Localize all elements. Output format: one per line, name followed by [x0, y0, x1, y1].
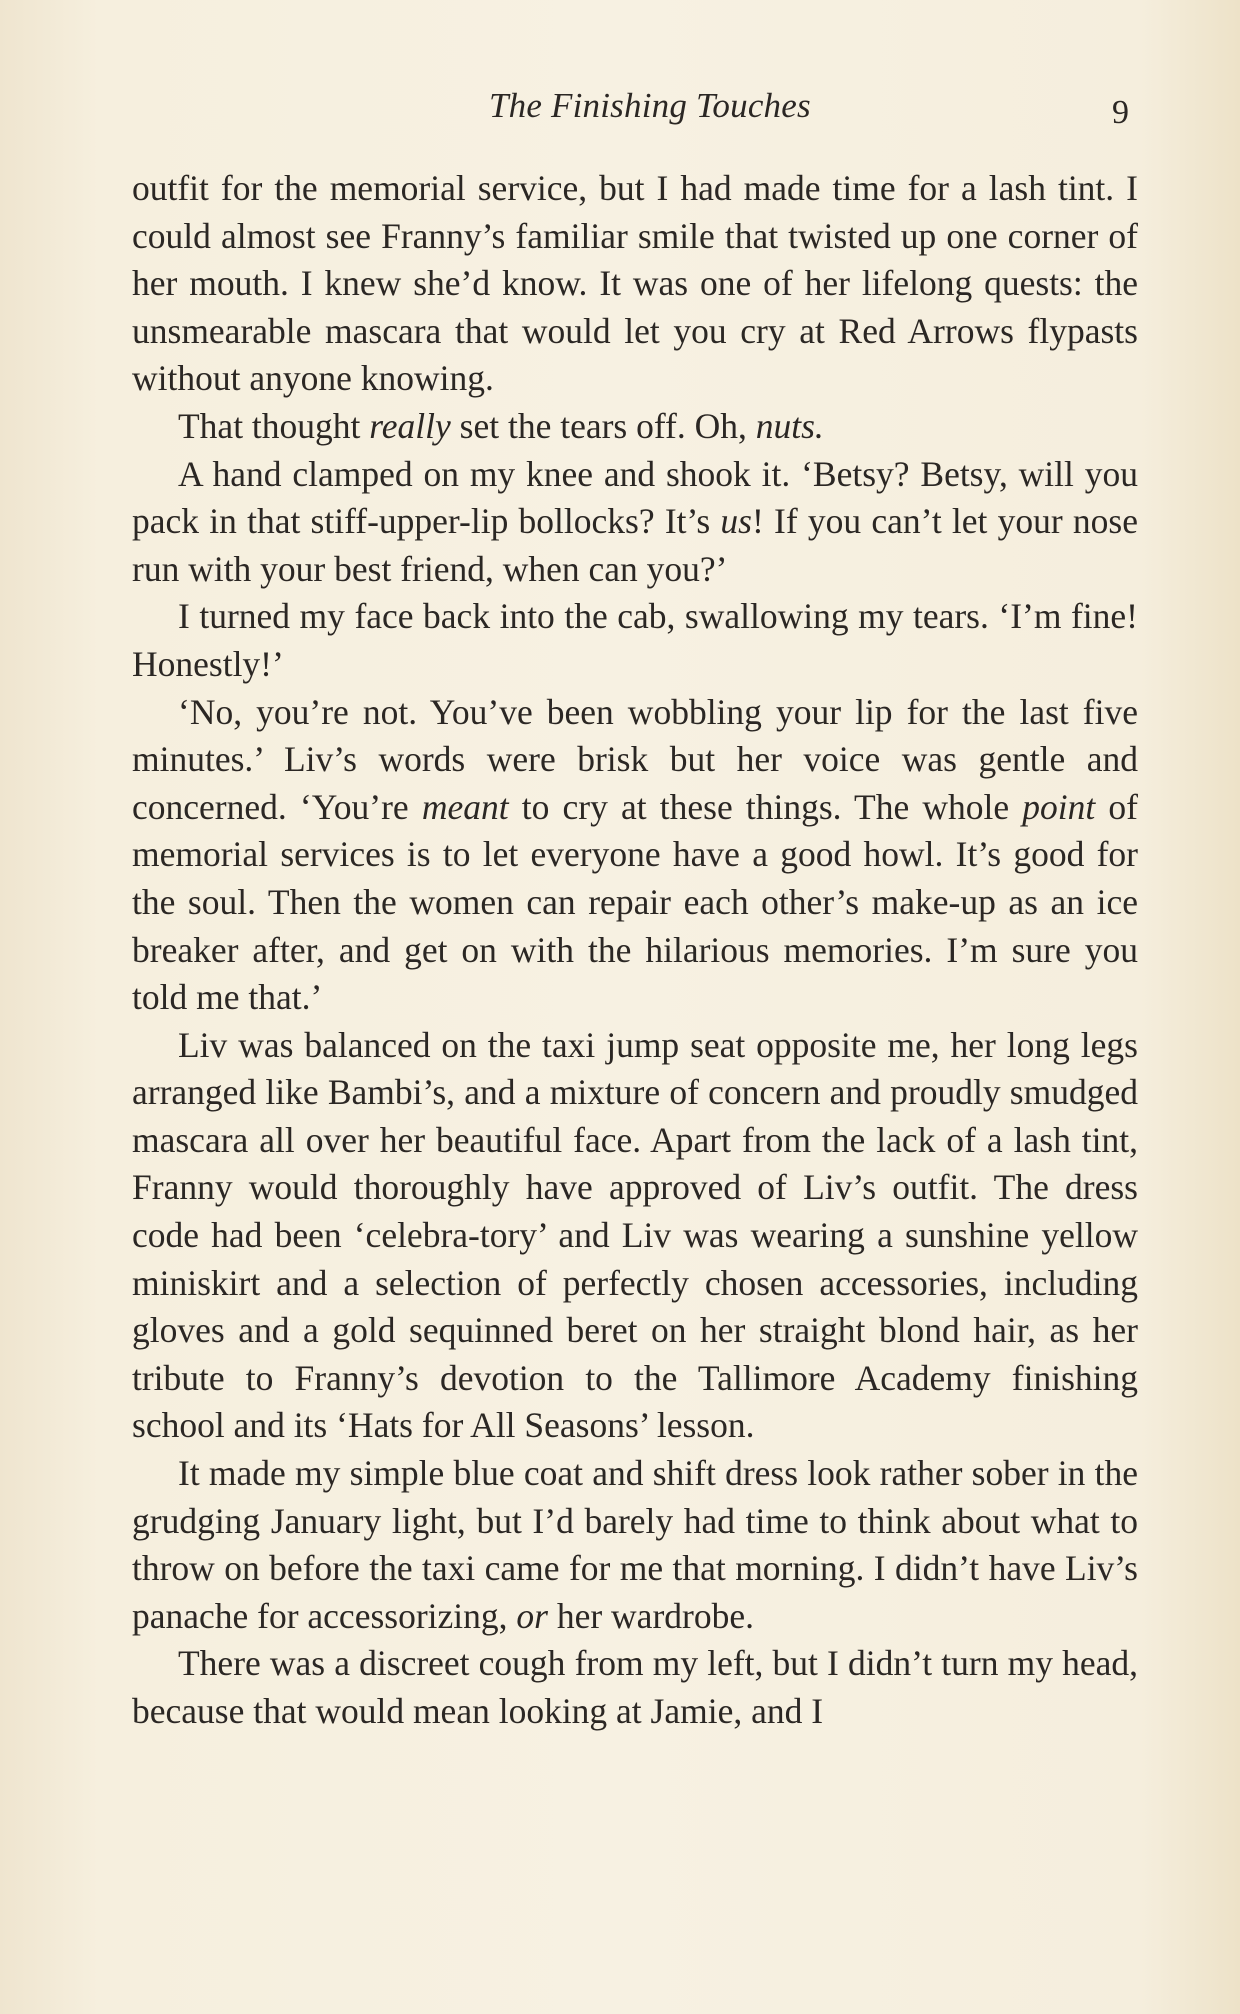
- italic-text: meant: [421, 786, 509, 827]
- text-run: I turned my face back into the cab, swallowing my tears. ‘I’m fine! Honestly!’: [132, 596, 1138, 684]
- text-run: outfit for the memorial service, but I had made time for a lash tint. I could almost see Franny’s familiar smile that twisted up one corner of her mouth. I knew she’d know. It was one of her lifelong quests: the unsmearable mascara that would let you cry at Red Arrows flypasts without anyone knowing.: [132, 168, 1138, 399]
- text-run: A hand clamped on my knee and shook it. ‘Betsy? Betsy, will you pack in that stiff-upper-lip bollocks? It’s: [132, 453, 1138, 542]
- text-run: set the tears off. Oh,: [450, 405, 756, 446]
- italic-text: nuts.: [755, 405, 824, 446]
- italic-text: really: [369, 405, 451, 446]
- paragraph: [132, 1640, 1138, 1735]
- text-run: of memorial services is to let everyone have a good howl. It’s good for the soul. Then the women can repair each other’s make-up as an ice breaker after, and get on with the hilarious memories. I’m sure you told me that.’: [132, 786, 1139, 1018]
- page-number: 9: [1112, 94, 1129, 131]
- italic-text: point: [1022, 786, 1096, 827]
- italic-text: us: [720, 501, 752, 542]
- text-run: ! If you can’t let your nose run with your best friend, when can you?’: [132, 501, 1138, 589]
- running-title: The Finishing Touches: [489, 86, 811, 125]
- text-run: There was a discreet cough from my left, but I didn’t turn my head, because that would mean looking at Jamie, and I: [132, 1643, 1138, 1731]
- text-run: to cry at these things. The whole: [508, 786, 1023, 827]
- paragraph: [132, 403, 1138, 451]
- text-run: Liv was balanced on the taxi jump seat opposite me, her long legs arranged like Bambi’s, and a mixture of concern and proudly smudged mascara all over her beautiful face. Apart from the lack of a lash tint, Franny would thoroughly have approved of Liv’s outfit. The dress code had been ‘celebra-tory’ and Liv was wearing a sunshine yellow miniskirt and a selection of perfectly chosen accessories, including gloves and a gold sequinned beret on her straight blond hair, as her tribute to Franny’s devotion to the Tallimore Academy finishing school and its ‘Hats for All Seasons’ lesson.: [132, 1024, 1138, 1446]
- text-run: That thought: [178, 405, 370, 446]
- text-run: ‘No, you’re not. You’ve been wobbling your lip for the last five minutes.’ Liv’s words were brisk but her voice was gentle and concerned. ‘You’re: [132, 691, 1138, 827]
- paragraph: [132, 451, 1138, 594]
- paragraph: [132, 165, 1138, 403]
- body-text: [132, 165, 1138, 1736]
- italic-text: or: [516, 1595, 548, 1636]
- text-run: It made my simple blue coat and shift dress look rather sober in the grudging January light, but I’d barely had time to think about what to throw on before the taxi came for me that morning. I didn’t have Liv’s panache for accessorizing,: [132, 1453, 1138, 1636]
- paragraph: [132, 593, 1138, 688]
- text-run: her wardrobe.: [547, 1595, 754, 1636]
- paragraph: [132, 1022, 1138, 1450]
- page-header: [0, 86, 1240, 136]
- paragraph: [132, 1450, 1138, 1640]
- paragraph: [132, 689, 1138, 1022]
